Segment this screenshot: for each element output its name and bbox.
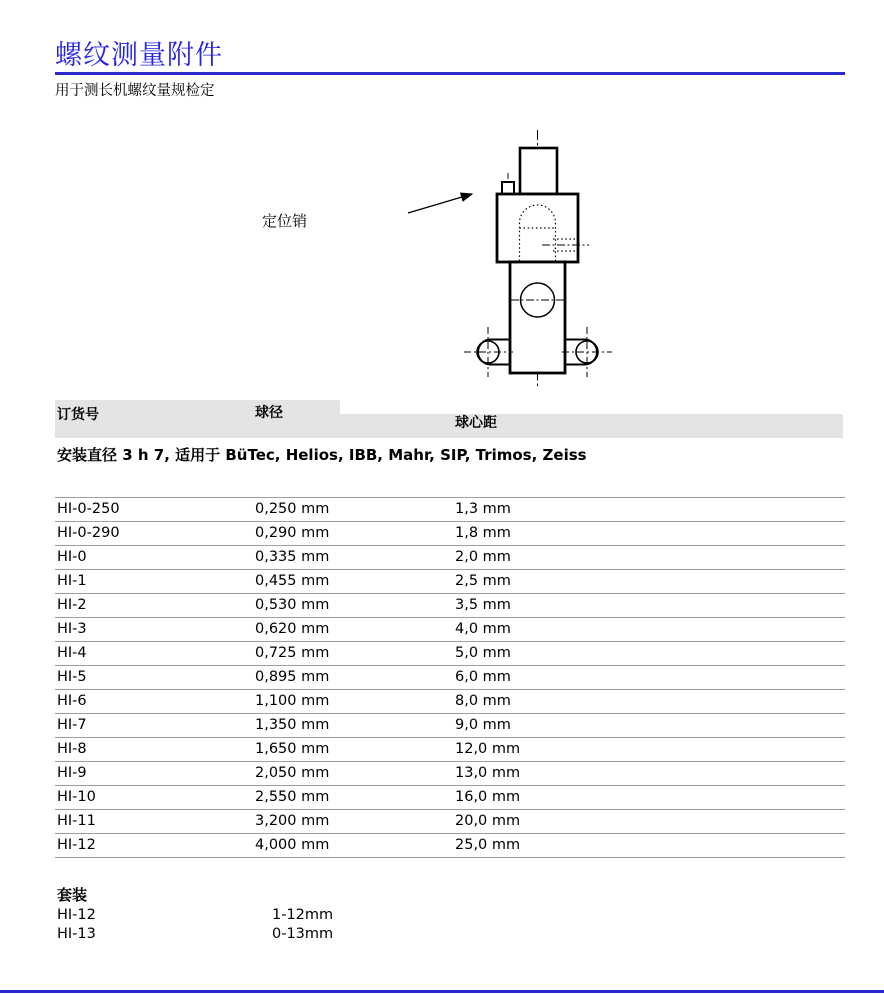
cell-center-distance: 9,0 mm <box>455 717 511 733</box>
cell-center-distance: 1,8 mm <box>455 525 511 541</box>
table-row <box>55 545 845 569</box>
cell-ball-diameter: 1,350 mm <box>255 717 330 733</box>
cell-center-distance: 16,0 mm <box>455 789 521 805</box>
cell-center-distance: 1,3 mm <box>455 501 511 517</box>
cell-order-no: HI-5 <box>57 669 87 685</box>
cell-order-no: HI-6 <box>57 693 87 709</box>
set-row <box>57 906 557 925</box>
positioning-pin <box>502 182 514 194</box>
cell-center-distance: 6,0 mm <box>455 669 511 685</box>
cell-ball-diameter: 0,455 mm <box>255 573 330 589</box>
cell-ball-diameter: 3,200 mm <box>255 813 330 829</box>
cell-order-no: HI-10 <box>57 789 96 805</box>
cell-ball-diameter: 0,725 mm <box>255 645 330 661</box>
page-title: 螺纹测量附件 <box>55 40 223 71</box>
cell-order-no: HI-0 <box>57 549 87 565</box>
col-header-order-no: 订货号 <box>57 407 99 423</box>
cell-ball-diameter: 0,895 mm <box>255 669 330 685</box>
table-row <box>55 521 845 545</box>
cell-order-no: HI-0-290 <box>57 525 120 541</box>
col-header-ball-diameter: 球径 <box>255 405 283 421</box>
table-row <box>55 809 845 833</box>
cell-set-order-no: HI-13 <box>57 926 96 942</box>
product-table <box>55 497 845 858</box>
cell-order-no: HI-1 <box>57 573 87 589</box>
cell-center-distance: 2,0 mm <box>455 549 511 565</box>
table-row <box>55 689 845 713</box>
cell-ball-diameter: 0,335 mm <box>255 549 330 565</box>
table-row <box>55 497 845 521</box>
cell-ball-diameter: 0,530 mm <box>255 597 330 613</box>
thread-gauge-drawing <box>400 120 645 395</box>
cell-ball-diameter: 0,290 mm <box>255 525 330 541</box>
table-row <box>55 569 845 593</box>
table-row <box>55 737 845 761</box>
cell-center-distance: 12,0 mm <box>455 741 521 757</box>
cell-ball-diameter: 2,550 mm <box>255 789 330 805</box>
cell-center-distance: 4,0 mm <box>455 621 511 637</box>
cell-center-distance: 20,0 mm <box>455 813 521 829</box>
sets-table <box>57 906 557 944</box>
cell-ball-diameter: 1,100 mm <box>255 693 330 709</box>
title-divider <box>55 72 845 75</box>
sets-heading: 套装 <box>57 886 88 904</box>
table-row <box>55 833 845 857</box>
cell-ball-diameter: 4,000 mm <box>255 837 330 853</box>
cell-ball-diameter: 0,250 mm <box>255 501 330 517</box>
col-header-center-distance: 球心距 <box>455 415 497 431</box>
table-row <box>55 617 845 641</box>
cell-center-distance: 5,0 mm <box>455 645 511 661</box>
cell-set-range: 0-13mm <box>272 926 334 942</box>
cell-order-no: HI-0-250 <box>57 501 120 517</box>
cell-center-distance: 25,0 mm <box>455 837 521 853</box>
cell-order-no: HI-2 <box>57 597 87 613</box>
cell-set-order-no: HI-12 <box>57 907 96 923</box>
cell-center-distance: 8,0 mm <box>455 693 511 709</box>
table-row <box>55 665 845 689</box>
set-row <box>57 925 557 944</box>
callout-arrow <box>408 194 472 213</box>
cell-order-no: HI-9 <box>57 765 87 781</box>
cell-center-distance: 3,5 mm <box>455 597 511 613</box>
cell-ball-diameter: 0,620 mm <box>255 621 330 637</box>
cell-center-distance: 2,5 mm <box>455 573 511 589</box>
table-row <box>55 785 845 809</box>
cell-ball-diameter: 1,650 mm <box>255 741 330 757</box>
table-row <box>55 593 845 617</box>
cell-order-no: HI-11 <box>57 813 96 829</box>
cell-order-no: HI-12 <box>57 837 96 853</box>
main-body <box>497 194 578 262</box>
table-row <box>55 641 845 665</box>
table-header-band-right <box>340 414 843 438</box>
top-shaft <box>520 148 557 194</box>
callout-label-positioning-pin: 定位销 <box>262 212 308 230</box>
cell-set-range: 1-12mm <box>272 907 334 923</box>
footer-divider <box>0 990 884 993</box>
cell-order-no: HI-8 <box>57 741 87 757</box>
cell-center-distance: 13,0 mm <box>455 765 521 781</box>
table-row <box>55 713 845 737</box>
page-subtitle: 用于测长机螺纹量规检定 <box>55 83 215 99</box>
cell-ball-diameter: 2,050 mm <box>255 765 330 781</box>
cell-order-no: HI-3 <box>57 621 87 637</box>
cell-order-no: HI-4 <box>57 645 87 661</box>
table-row <box>55 761 845 785</box>
section-header: 安装直径 3 h 7, 适用于 BüTec, Helios, IBB, Mahr, SIP, Trimos, Zeiss <box>57 446 587 464</box>
cell-order-no: HI-7 <box>57 717 87 733</box>
